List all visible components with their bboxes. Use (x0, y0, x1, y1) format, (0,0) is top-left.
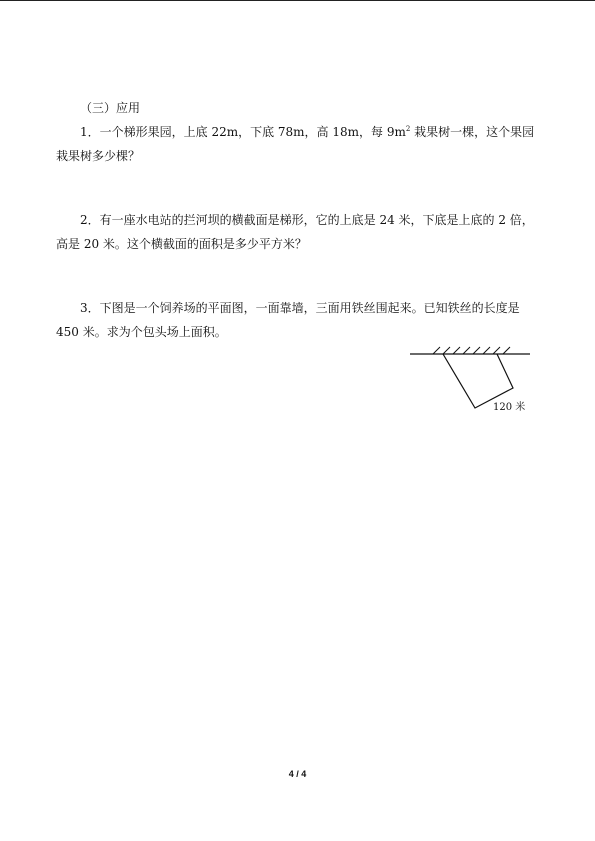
header-rule (0, 0, 595, 1)
fence-outline (443, 354, 513, 408)
problem-1-superscript: 2 (405, 125, 411, 133)
problem-3 (56, 296, 541, 344)
problem-2-text: 2．有一座水电站的拦河坝的横截面是梯形，它的上底是 24 米，下底是上底的 2 倍，高是 20 米。这个横截面的面积是多少平方米？ (56, 213, 534, 251)
problem-1 (56, 120, 541, 168)
problem-1-lead: 1．一个梯形果园，上底 22m，下底 78m，高 18m，每 9m (80, 125, 406, 139)
wall-hatching (433, 347, 510, 354)
problem-3-text: 3．下图是一个饲养场的平面图，一面靠墙，三面用铁丝围起来。已知铁丝的长度是 450 米。求为个包头场上面积。 (56, 301, 520, 339)
farm-diagram (405, 340, 545, 420)
page-number: 4 / 4 (288, 769, 307, 779)
problem-2 (56, 208, 541, 256)
section-title: （三）应用 (80, 101, 141, 115)
problem-1-text (56, 120, 541, 168)
problem-1-tail: 栽果树一棵，这个果园栽果树多少棵？ (56, 125, 535, 163)
fence-length-label: 120 米 (493, 402, 526, 413)
